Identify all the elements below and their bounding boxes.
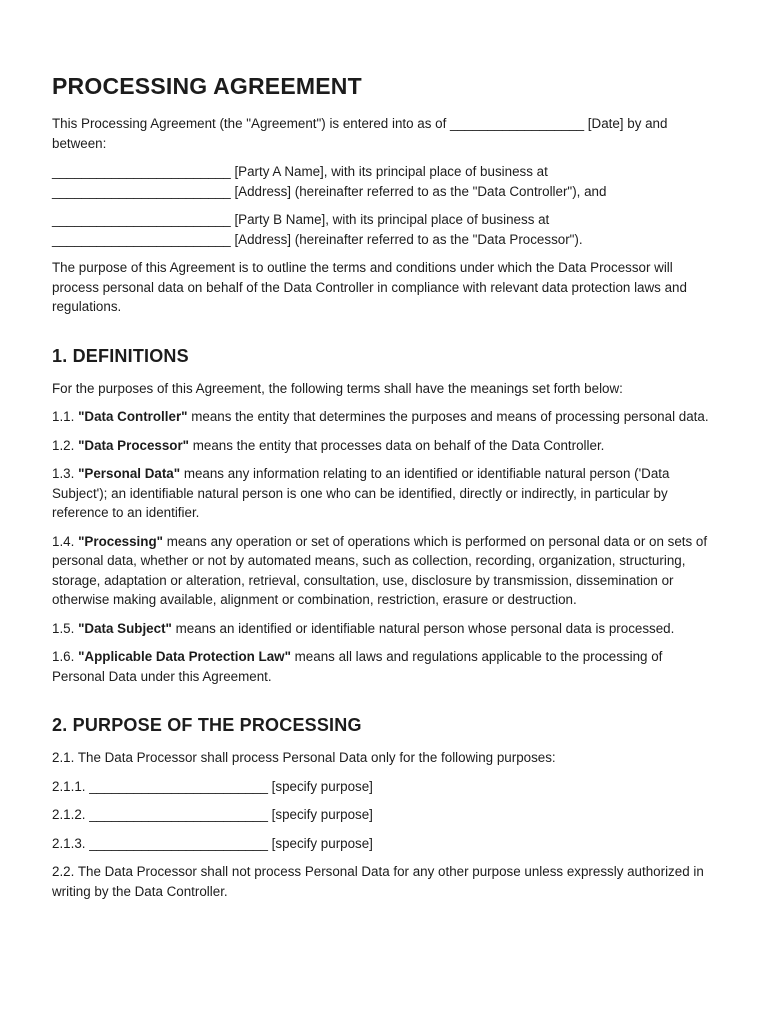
definition-item [52, 464, 718, 523]
party-a-line2: ________________________ [Address] (hereinafter referred to as the "Data Controller"), and [52, 183, 607, 199]
document-title: PROCESSING AGREEMENT [52, 73, 362, 99]
party-a-line1: ________________________ [Party A Name], with its principal place of business at [52, 164, 548, 179]
party-b-line2: ________________________ [Address] (hereinafter referred to as the "Data Processor"). [52, 231, 583, 247]
definition-item [52, 619, 718, 639]
definition-term: "Applicable Data Protection Law" [78, 649, 291, 664]
purpose-item: 2.1.1. ________________________ [specify purpose] [52, 778, 373, 794]
definition-term: "Processing" [78, 533, 163, 549]
definition-number: 1.1. [52, 409, 75, 424]
purpose-closing: 2.2. The Data Processor shall not process Personal Data for any other purpose unless expressly authorized in writing by the Data Controller. [52, 864, 704, 899]
definition-number: 1.4. [52, 533, 75, 549]
purpose-item: 2.1.2. ________________________ [specify purpose] [52, 807, 373, 822]
definitions-heading: 1. DEFINITIONS [52, 345, 189, 366]
definition-number: 1.2. [52, 437, 75, 453]
purpose-item: 2.1.3. ________________________ [specify purpose] [52, 835, 373, 851]
definition-term: "Data Processor" [78, 437, 190, 453]
definition-number: 1.5. [52, 620, 75, 636]
party-b-line1: ________________________ [Party B Name], with its principal place of business at [52, 212, 550, 227]
definition-item [52, 436, 718, 456]
party-a-block [52, 162, 718, 201]
definition-text: means all laws and regulations applicable to the processing of Personal Data under this Agreement. [52, 649, 663, 684]
definition-term: "Personal Data" [78, 466, 181, 481]
definition-item [52, 532, 718, 610]
definition-number: 1.6. [52, 649, 75, 664]
definitions-lead: For the purposes of this Agreement, the following terms shall have the meanings set forth below: [52, 380, 623, 396]
definition-text: means any operation or set of operations which is performed on personal data or on sets of personal data, whether or not by automated means, such as collection, recording, organization, structuring, storage, adaptation or alteration, retrieval, consultation, use, disclosure by transmission, dissemination or otherwise making available, alignment or combination, restriction, erasure or destruction. [52, 533, 708, 607]
purpose-heading: 2. PURPOSE OF THE PROCESSING [52, 715, 362, 735]
definition-number: 1.3. [52, 466, 75, 481]
intro-paragraph: This Processing Agreement (the "Agreement") is entered into as of __________________ [Date] by and between: [52, 116, 668, 151]
definition-text: means the entity that processes data on behalf of the Data Controller. [189, 437, 605, 453]
definition-item [52, 647, 718, 686]
definition-term: "Data Subject" [78, 620, 172, 636]
definition-text: means any information relating to an identified or identifiable natural person ('Data Subject'); an identifiable natural person is one who can be identified, directly or indirectly, in particular by reference to an identifier. [52, 466, 670, 520]
definition-text: means the entity that determines the purposes and means of processing personal data. [187, 409, 709, 424]
definition-text: means an identified or identifiable natural person whose personal data is processed. [171, 620, 675, 636]
party-b-block [52, 210, 718, 249]
purpose-lead: 2.1. The Data Processor shall process Personal Data only for the following purposes: [52, 750, 556, 765]
definition-term: "Data Controller" [78, 409, 188, 424]
purpose-paragraph: The purpose of this Agreement is to outline the terms and conditions under which the Data Processor will process personal data on behalf of the Data Controller in compliance with relevant data protection laws and regulations. [52, 260, 687, 314]
definition-item [52, 407, 718, 427]
